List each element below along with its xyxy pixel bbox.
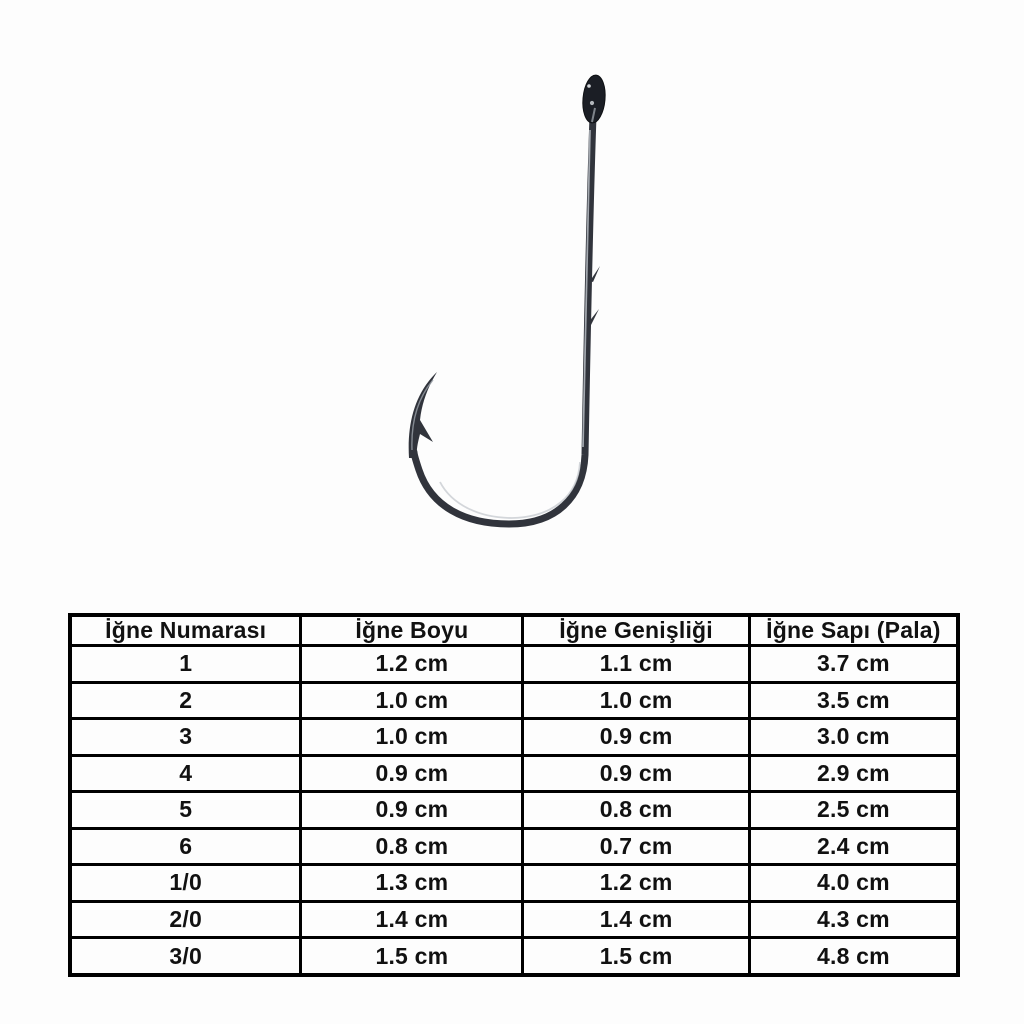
table-cell: 5	[70, 792, 301, 829]
table-cell: 1.4 cm	[523, 901, 749, 938]
table-cell: 1.2 cm	[301, 646, 523, 683]
table-row	[70, 828, 958, 865]
table-cell: 0.7 cm	[523, 828, 749, 865]
table-row	[70, 682, 958, 719]
table-cell: 3.7 cm	[749, 646, 958, 683]
table-cell: 2.9 cm	[749, 755, 958, 792]
table-row	[70, 646, 958, 683]
table-cell: 1.5 cm	[523, 938, 749, 975]
table-cell: 4	[70, 755, 301, 792]
table-cell: 3.0 cm	[749, 719, 958, 756]
table-row	[70, 938, 958, 975]
table-cell: 3	[70, 719, 301, 756]
table-cell: 1.0 cm	[523, 682, 749, 719]
table-row	[70, 901, 958, 938]
table-cell: 2/0	[70, 901, 301, 938]
table-cell: 1	[70, 646, 301, 683]
table-row	[70, 755, 958, 792]
header-igne-numarasi: İğne Numarası	[70, 615, 301, 646]
table-cell: 2	[70, 682, 301, 719]
table-cell: 0.9 cm	[523, 719, 749, 756]
table-cell: 1.4 cm	[301, 901, 523, 938]
hook-shank-and-bend	[414, 116, 593, 524]
table-cell: 1/0	[70, 865, 301, 902]
table-cell: 0.8 cm	[523, 792, 749, 829]
table-cell: 0.9 cm	[301, 755, 523, 792]
table-cell: 4.3 cm	[749, 901, 958, 938]
spec-table-body	[70, 646, 958, 976]
spec-table-header	[70, 615, 958, 646]
table-cell: 2.4 cm	[749, 828, 958, 865]
table-row	[70, 792, 958, 829]
header-row	[70, 615, 958, 646]
header-igne-genisligi: İğne Genişliği	[523, 615, 749, 646]
table-cell: 1.5 cm	[301, 938, 523, 975]
table-row	[70, 865, 958, 902]
table-cell: 0.9 cm	[523, 755, 749, 792]
table-cell: 1.3 cm	[301, 865, 523, 902]
header-igne-sapi-pala: İğne Sapı (Pala)	[749, 615, 958, 646]
table-cell: 1.0 cm	[301, 719, 523, 756]
table-cell: 6	[70, 828, 301, 865]
table-cell: 1.2 cm	[523, 865, 749, 902]
table-row	[70, 719, 958, 756]
table-cell: 0.8 cm	[301, 828, 523, 865]
table-cell: 0.9 cm	[301, 792, 523, 829]
table-cell: 1.0 cm	[301, 682, 523, 719]
header-igne-boyu: İğne Boyu	[301, 615, 523, 646]
hook-point	[409, 372, 437, 458]
hook-eye	[581, 74, 607, 124]
table-cell: 2.5 cm	[749, 792, 958, 829]
table-cell: 4.8 cm	[749, 938, 958, 975]
spec-table	[68, 613, 960, 977]
table-cell: 3.5 cm	[749, 682, 958, 719]
table-cell: 1.1 cm	[523, 646, 749, 683]
table-cell: 3/0	[70, 938, 301, 975]
table-cell: 4.0 cm	[749, 865, 958, 902]
